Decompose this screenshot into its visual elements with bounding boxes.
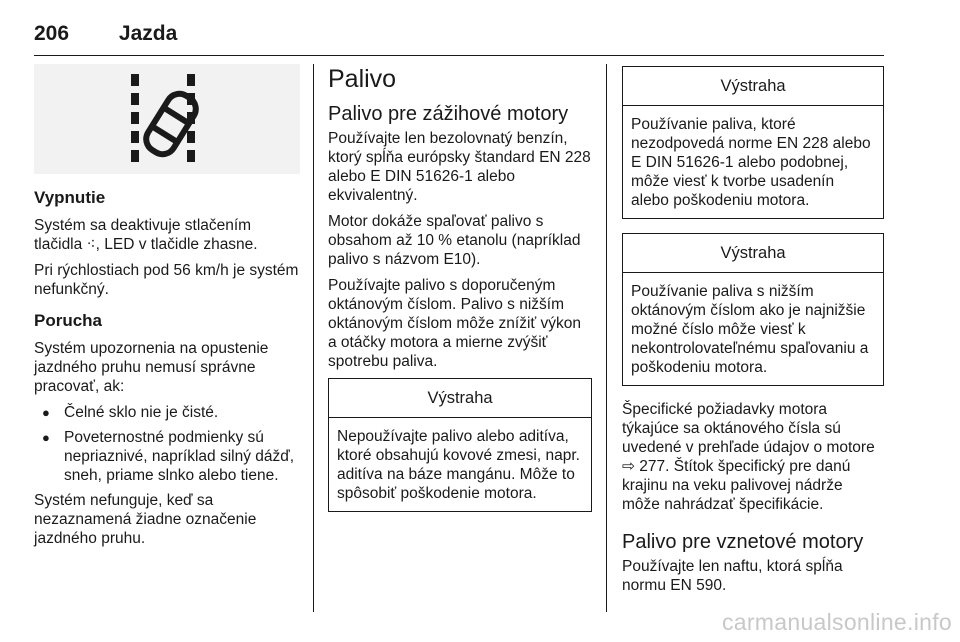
list-item: ● Čelné sklo nie je čisté. bbox=[34, 403, 300, 422]
diesel-paragraph: Používajte len naftu, ktorá spĺňa normu EN 590. bbox=[622, 558, 843, 594]
warning-text: Nepoužívajte palivo alebo aditíva, ktoré obsahujú kovové zmesi, napr. aditíva na báze mangánu. Môže to spôsobiť poškodenie motora. bbox=[337, 428, 580, 502]
fault-conditions-list bbox=[34, 403, 300, 485]
chapter-title: Palivo bbox=[328, 65, 397, 93]
column-divider bbox=[313, 64, 314, 612]
warning-title: Výstraha bbox=[623, 67, 883, 106]
octane-paragraph: Špecifické požiadavky motora týkajúce sa oktánového čísla sú uvedené v prehľade údajov o motore ⇨ 277. Štítok špecifický pre danú krajinu na veku palivovej nádrže môže nahrádzať špecifikácie. bbox=[622, 401, 875, 513]
column-right bbox=[622, 64, 884, 602]
column-middle bbox=[328, 64, 592, 526]
page-number: 206 bbox=[34, 22, 70, 45]
lane-departure-figure bbox=[34, 64, 300, 174]
warning-box bbox=[328, 378, 592, 512]
warning-box bbox=[622, 66, 884, 219]
column-divider bbox=[606, 64, 607, 612]
petrol-paragraph-3: Používajte palivo s doporučeným oktánovým číslom. Palivo s nižším oktánovým číslom môže znížiť výkon a otáčky motora a mierne zvýšiť spotrebu paliva. bbox=[328, 277, 582, 370]
lane-departure-car-icon bbox=[34, 64, 300, 174]
warning-title: Výstraha bbox=[623, 234, 883, 273]
list-item: ● Poveternostné podmienky sú nepriaznivé, napríklad silný dážď, sneh, priame slnko alebo tiene. bbox=[34, 428, 300, 485]
petrol-paragraph-1: Používajte len bezolovnatý benzín, ktorý spĺňa európsky štandard EN 228 alebo E DIN 51626-1 alebo ekvivalentný. bbox=[328, 130, 591, 204]
petrol-paragraph-2: Motor dokáže spaľovať palivo s obsahom až 10 % etanolu (napríklad palivo s názvom E10). bbox=[328, 213, 581, 268]
fault-outro: Systém nefunguje, keď sa nezaznamená žiadne označenie jazdného pruhu. bbox=[34, 492, 257, 547]
heading-fault: Porucha bbox=[34, 311, 103, 330]
column-left bbox=[34, 64, 300, 555]
heading-off: Vypnutie bbox=[34, 188, 106, 207]
warning-text: Používanie paliva s nižším oktánovým číslom ako je najnižšie možné číslo môže viesť k nekontrolovateľnému spaľovaniu a poškodeniu motora. bbox=[631, 283, 869, 376]
off-paragraph-2: Pri rýchlostiach pod 56 km/h je systém nefunkčný. bbox=[34, 262, 299, 298]
off-paragraph-1: Systém sa deaktivuje stlačením tlačidla ⁖, LED v tlačidle zhasne. bbox=[34, 217, 258, 253]
header-divider bbox=[34, 55, 884, 56]
warning-text: Používanie paliva, ktoré nezodpovedá norme EN 228 alebo E DIN 51626-1 alebo podobnej, môže viesť k tvorbe usadenín alebo poškodeniu motora. bbox=[631, 116, 871, 209]
warning-title: Výstraha bbox=[329, 379, 591, 418]
warning-box bbox=[622, 233, 884, 386]
heading-petrol: Palivo pre zážihové motory bbox=[328, 103, 569, 125]
heading-diesel: Palivo pre vznetové motory bbox=[622, 531, 864, 553]
section-title: Jazda bbox=[118, 22, 178, 45]
watermark: carmanualsonline.info bbox=[721, 609, 952, 635]
fault-intro: Systém upozornenia na opustenie jazdného pruhu nemusí správne pracovať, ak: bbox=[34, 340, 269, 395]
page-header bbox=[34, 22, 177, 46]
